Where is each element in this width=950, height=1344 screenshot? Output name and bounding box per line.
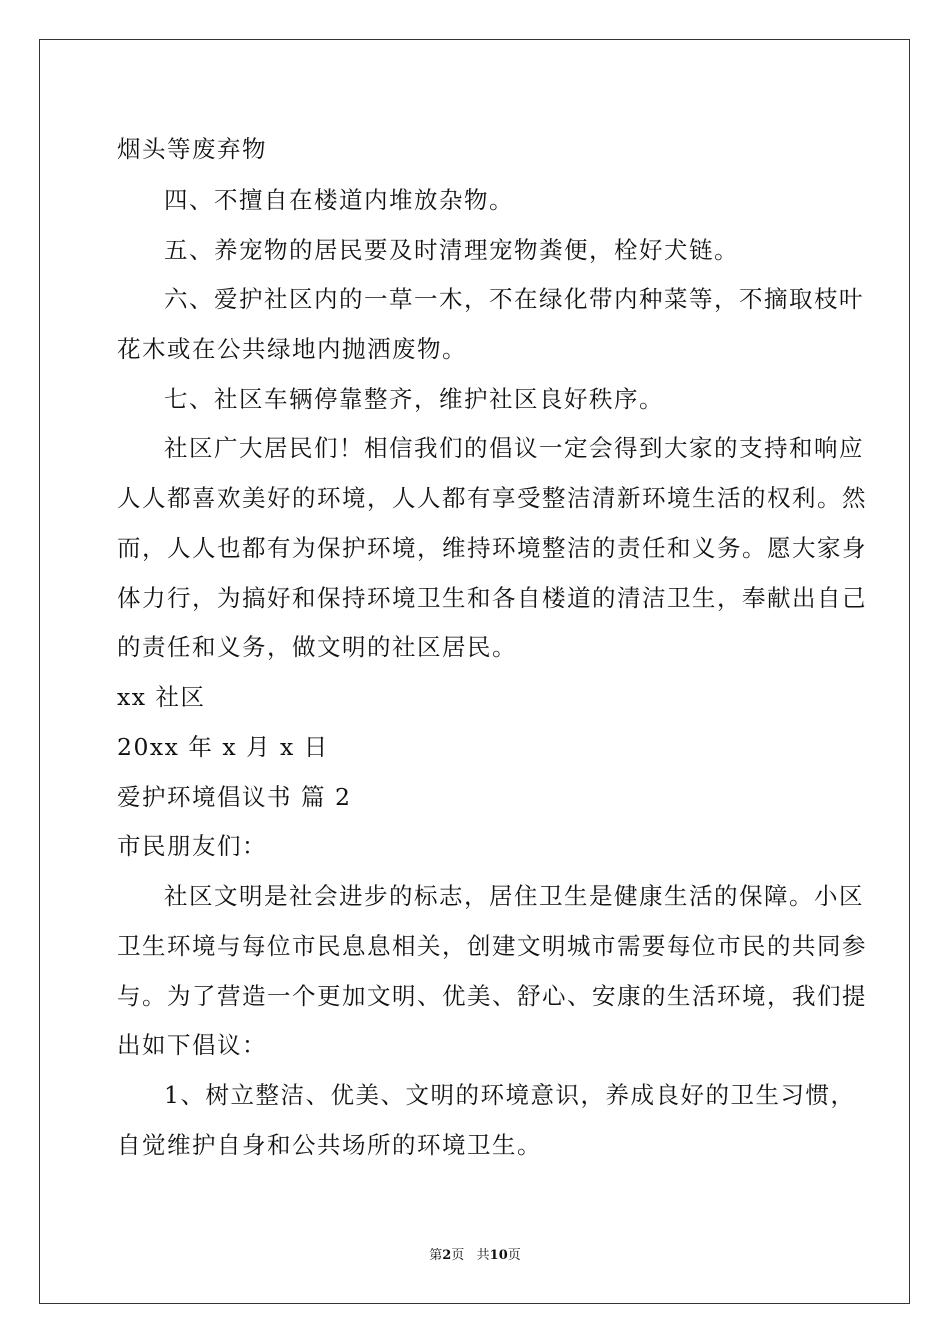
text-line: 卫生环境与每位市民息息相关，创建文明城市需要每位市民的共同参 [117, 932, 867, 960]
text-line: 社区广大居民们！相信我们的倡议一定会得到大家的支持和响应 [164, 434, 864, 462]
signature-community: xx 社区 [117, 683, 206, 711]
text-line: 六、爱护社区内的一草一木，不在绿化带内种菜等，不摘取枝叶 [164, 285, 864, 313]
section-heading: 爱护环境倡议书 篇 2 [117, 783, 352, 811]
text-line: 七、社区车辆停靠整齐，维护社区良好秩序。 [164, 385, 664, 413]
text-line: 四、不擅自在楼道内堆放杂物。 [164, 186, 514, 214]
salutation: 市民朋友们： [117, 832, 267, 860]
footer-page-number: 2 [442, 1248, 452, 1263]
text-line: 社区文明是社会进步的标志，居住卫生是健康生活的保障。小区 [164, 882, 864, 910]
text-line: 花木或在公共绿地内抛洒废物。 [117, 335, 467, 363]
text-line: 出如下倡议： [117, 1031, 267, 1059]
text-line: 而，人人也都有为保护环境，维持环境整洁的责任和义务。愿大家身 [117, 534, 867, 562]
footer-prefix: 第 [429, 1248, 443, 1263]
footer-total-pages: 10 [489, 1248, 508, 1263]
text-line: 体力行，为搞好和保持环境卫生和各自楼道的清洁卫生，奉献出自己 [117, 584, 867, 612]
footer-mid: 页 共 [451, 1248, 490, 1263]
page-border [39, 39, 910, 1304]
text-line: 烟头等废弃物 [117, 135, 267, 163]
footer-suffix: 页 [507, 1248, 521, 1263]
text-line: 1、树立整洁、优美、文明的环境意识，养成良好的卫生习惯， [164, 1081, 856, 1109]
text-line: 人人都喜欢美好的环境，人人都有享受整洁清新环境生活的权利。然 [117, 484, 867, 512]
text-line: 的责任和义务，做文明的社区居民。 [117, 633, 517, 661]
page-footer [0, 1248, 950, 1264]
signature-date: 20xx 年 x 月 x 日 [117, 733, 329, 761]
text-line: 自觉维护自身和公共场所的环境卫生。 [117, 1131, 542, 1159]
text-line: 与。为了营造一个更加文明、优美、舒心、安康的生活环境，我们提 [117, 982, 867, 1010]
text-line: 五、养宠物的居民要及时清理宠物粪便，栓好犬链。 [164, 236, 739, 264]
